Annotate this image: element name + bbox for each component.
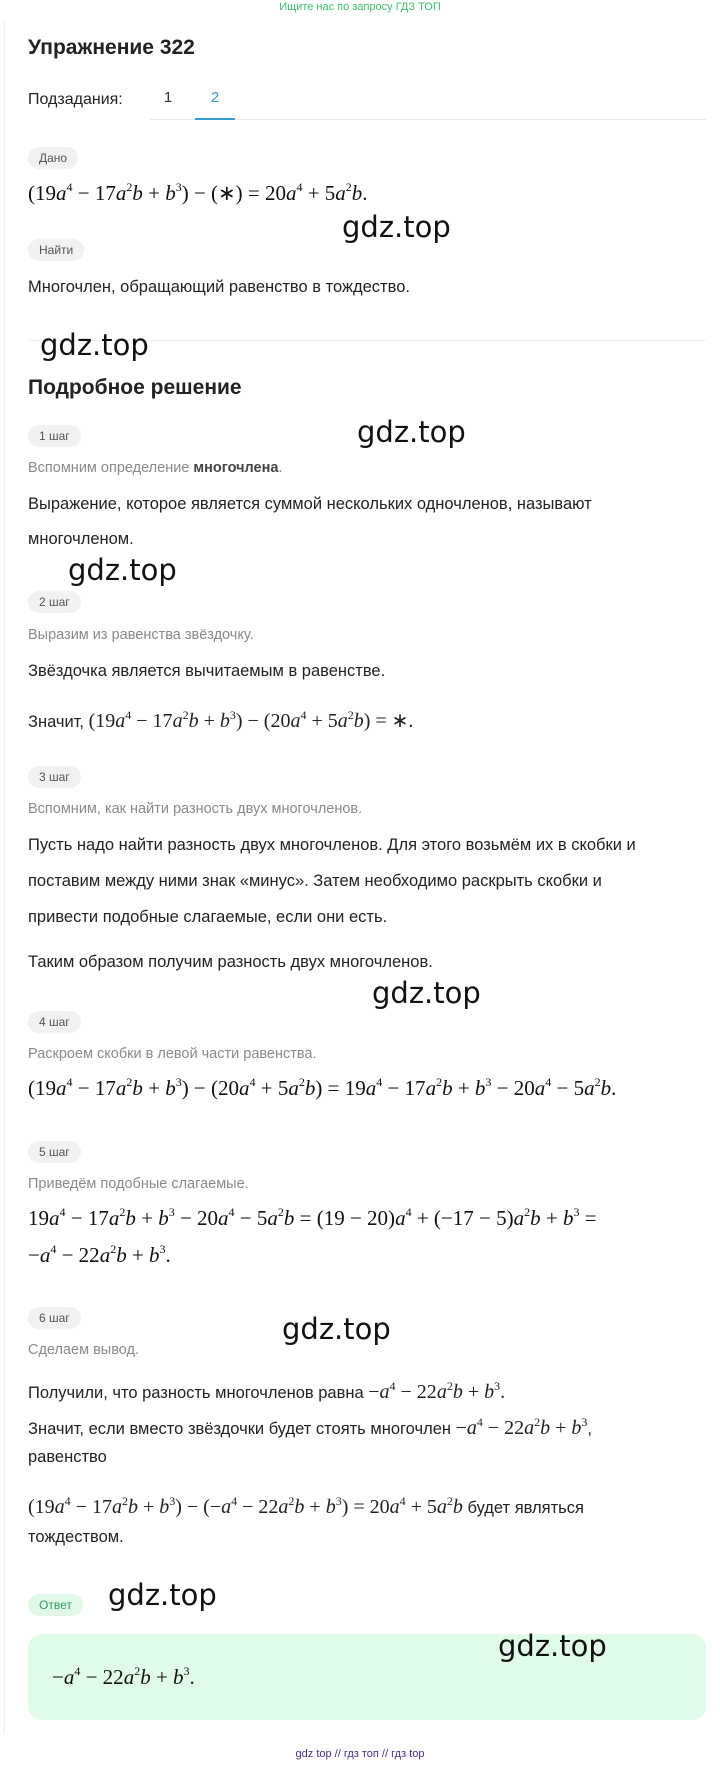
step-5-equation-line-1: $19a^4 - 17a^2b + b^3 - 20a^4 - 5a^2b = (19 - 20)a^4 + (-17 - 5)a^2b + b^3$ = xyxy=(28,1205,597,1230)
watermark: gdz.top xyxy=(282,1312,391,1346)
step-6-pill: 6 шаг xyxy=(28,1307,81,1329)
watermark: gdz.top xyxy=(357,415,466,449)
active-tab-indicator xyxy=(195,118,235,120)
watermark: gdz.top xyxy=(108,1578,217,1612)
given-pill: Дано xyxy=(28,147,78,169)
find-pill: Найти xyxy=(28,239,84,261)
find-text: Многочлен, обращающий равенство в тождество. xyxy=(28,278,410,296)
step-4-equation: $(19a^4 - 17a^2b + b^3) - (20a^4 + 5a^2b) = 19a^4 - 17a^2b + b^3 - 20a^4 - 5a^2b$. xyxy=(28,1075,617,1100)
watermark: gdz.top xyxy=(372,976,481,1010)
step-3-line-4: Таким образом получим разность двух многочленов. xyxy=(28,953,433,971)
step-6-hint: Сделаем вывод. xyxy=(28,1342,140,1358)
watermark: gdz.top xyxy=(68,553,177,587)
step-5-hint: Приведём подобные слагаемые. xyxy=(28,1176,249,1192)
subtasks-label: Подзадания: xyxy=(28,91,123,108)
watermark: gdz.top xyxy=(40,328,149,362)
step-4-hint: Раскроем скобки в левой части равенства. xyxy=(28,1046,317,1062)
step-3-line-3: привести подобные слагаемые, если они есть. xyxy=(28,908,388,926)
step-1-line-2: многочленом. xyxy=(28,530,134,548)
step-2-pill: 2 шаг xyxy=(28,591,81,613)
step-6-line-5: тождеством. xyxy=(28,1528,124,1546)
given-equation: $(19a^4 - 17a^2b + b^3)$ − (∗) = $20a^4 + 5a^2b$. xyxy=(28,180,368,205)
solution-title: Подробное решение xyxy=(28,376,242,399)
watermark: gdz.top xyxy=(342,210,451,244)
subtask-tab-1[interactable]: 1 xyxy=(163,89,173,106)
answer-pill: Ответ xyxy=(28,1594,83,1616)
step-6-line-2: Значит, если вместо звёздочки будет стоять многочлен $-a^4 - 22a^2b + b^3$, xyxy=(28,1415,593,1439)
footer-links[interactable]: gdz top // гдз топ // гдз top xyxy=(295,1748,425,1760)
step-1-hint: Вспомним определение многочлена. xyxy=(28,460,283,476)
answer-equation: $-a^4 - 22a^2b + b^3$. xyxy=(52,1664,195,1689)
step-3-line-1: Пусть надо найти разность двух многочленов. Для этого возьмём их в скобки и xyxy=(28,836,636,854)
top-promo-text[interactable]: Ищите нас по запросу ГДЗ ТОП xyxy=(279,1,441,13)
step-2-line-2: Значит, $(19a^4 - 17a^2b + b^3) - (20a^4 + 5a^2b)$ = ∗. xyxy=(28,708,414,732)
step-3-pill: 3 шаг xyxy=(28,766,81,788)
step-1-pill: 1 шаг xyxy=(28,425,81,447)
step-1-line-1: Выражение, которое является суммой нескольких одночленов, называют xyxy=(28,495,592,513)
step-2-line-1: Звёздочка является вычитаемым в равенстве. xyxy=(28,662,386,680)
step-6-line-3: равенство xyxy=(28,1448,107,1466)
page-title: Упражнение 322 xyxy=(28,36,195,59)
step-6-line-1: Получили, что разность многочленов равна $-a^4 - 22a^2b + b^3$. xyxy=(28,1379,506,1403)
step-3-hint: Вспомним, как найти разность двух многочленов. xyxy=(28,801,363,817)
watermark: gdz.top xyxy=(498,1629,607,1663)
step-4-pill: 4 шаг xyxy=(28,1011,81,1033)
step-5-pill: 5 шаг xyxy=(28,1141,81,1163)
subtask-tab-2[interactable]: 2 xyxy=(210,89,220,106)
step-6-line-4: $(19a^4 - 17a^2b + b^3) - (-a^4 - 22a^2b + b^3) = 20a^4 + 5a^2b$ будет являться xyxy=(28,1494,584,1518)
step-5-equation-line-2: $-a^4 - 22a^2b + b^3$. xyxy=(28,1242,171,1267)
step-3-line-2: поставим между ними знак «минус». Затем необходимо раскрыть скобки и xyxy=(28,872,602,890)
step-2-hint: Выразим из равенства звёздочку. xyxy=(28,627,254,643)
